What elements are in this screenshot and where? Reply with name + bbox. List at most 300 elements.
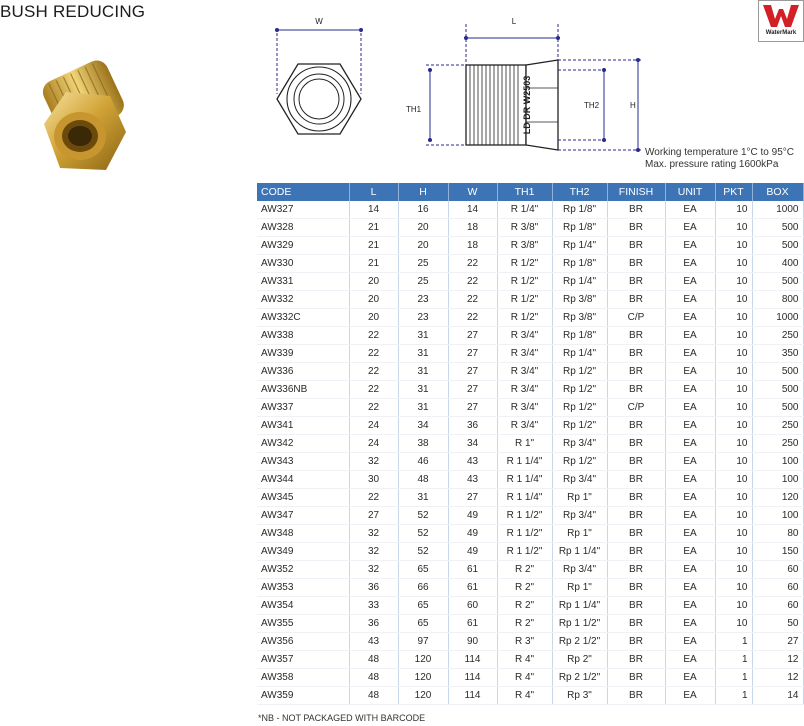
cell-h: 25: [398, 255, 448, 273]
cell-unit: EA: [665, 381, 715, 399]
cell-th1: R 3/4": [497, 399, 552, 417]
cell-h: 65: [398, 561, 448, 579]
cell-unit: EA: [665, 597, 715, 615]
table-row: [257, 687, 803, 705]
cell-code: AW344: [257, 471, 349, 489]
table-row: [257, 381, 803, 399]
column-header-w: W: [448, 183, 497, 201]
cell-th2: Rp 1 1/4": [552, 543, 607, 561]
cell-pkt: 10: [715, 525, 752, 543]
cell-code: AW329: [257, 237, 349, 255]
cell-code: AW359: [257, 687, 349, 705]
table-row: [257, 291, 803, 309]
table-header-row: [257, 183, 803, 201]
cell-pkt: 10: [715, 471, 752, 489]
table-row: [257, 345, 803, 363]
cell-h: 66: [398, 579, 448, 597]
cell-w: 49: [448, 543, 497, 561]
cell-pkt: 1: [715, 687, 752, 705]
cell-w: 18: [448, 219, 497, 237]
footnote: *NB - NOT PACKAGED WITH BARCODE: [258, 713, 426, 723]
cell-code: AW327: [257, 201, 349, 219]
cell-h: 31: [398, 489, 448, 507]
cell-th2: Rp 1/2": [552, 363, 607, 381]
cell-finish: BR: [607, 219, 665, 237]
cell-box: 500: [752, 237, 803, 255]
cell-box: 500: [752, 381, 803, 399]
table-row: [257, 399, 803, 417]
column-header-h: H: [398, 183, 448, 201]
cell-th2: Rp 3/4": [552, 561, 607, 579]
cell-l: 22: [349, 345, 398, 363]
column-header-l: L: [349, 183, 398, 201]
cell-finish: BR: [607, 687, 665, 705]
cell-th2: Rp 1": [552, 579, 607, 597]
cell-finish: BR: [607, 237, 665, 255]
cell-unit: EA: [665, 399, 715, 417]
cell-unit: EA: [665, 417, 715, 435]
cell-unit: EA: [665, 651, 715, 669]
cell-th1: R 3": [497, 633, 552, 651]
cell-th1: R 1/4": [497, 201, 552, 219]
cell-finish: BR: [607, 453, 665, 471]
cell-th2: Rp 1 1/2": [552, 615, 607, 633]
cell-pkt: 10: [715, 291, 752, 309]
cell-finish: C/P: [607, 399, 665, 417]
cell-l: 24: [349, 435, 398, 453]
cell-th1: R 1/2": [497, 273, 552, 291]
cell-box: 350: [752, 345, 803, 363]
cell-h: 38: [398, 435, 448, 453]
cell-l: 43: [349, 633, 398, 651]
cell-pkt: 10: [715, 489, 752, 507]
cell-pkt: 10: [715, 345, 752, 363]
cell-w: 14: [448, 201, 497, 219]
cell-code: AW328: [257, 219, 349, 237]
cell-code: AW357: [257, 651, 349, 669]
cell-pkt: 10: [715, 381, 752, 399]
cell-pkt: 10: [715, 615, 752, 633]
cell-th2: Rp 2 1/2": [552, 669, 607, 687]
table-row: [257, 453, 803, 471]
cell-h: 31: [398, 381, 448, 399]
cell-pkt: 10: [715, 309, 752, 327]
cell-th2: Rp 1/4": [552, 237, 607, 255]
cell-unit: EA: [665, 201, 715, 219]
table-row: [257, 471, 803, 489]
cell-th2: Rp 1/2": [552, 453, 607, 471]
table-row: [257, 363, 803, 381]
cell-finish: BR: [607, 543, 665, 561]
cell-code: AW343: [257, 453, 349, 471]
cell-l: 22: [349, 399, 398, 417]
cell-finish: BR: [607, 291, 665, 309]
cell-th2: Rp 1": [552, 525, 607, 543]
cell-th2: Rp 2": [552, 651, 607, 669]
cell-code: AW358: [257, 669, 349, 687]
cell-l: 30: [349, 471, 398, 489]
cell-finish: BR: [607, 381, 665, 399]
cell-l: 36: [349, 615, 398, 633]
cell-box: 500: [752, 399, 803, 417]
cell-unit: EA: [665, 633, 715, 651]
cell-pkt: 10: [715, 399, 752, 417]
cell-box: 100: [752, 453, 803, 471]
hex-front-view: [277, 64, 361, 134]
cell-l: 21: [349, 255, 398, 273]
cell-h: 16: [398, 201, 448, 219]
cell-unit: EA: [665, 489, 715, 507]
cell-h: 46: [398, 453, 448, 471]
cell-pkt: 10: [715, 273, 752, 291]
table-row: [257, 615, 803, 633]
cell-w: 43: [448, 453, 497, 471]
cell-box: 250: [752, 417, 803, 435]
cell-h: 31: [398, 363, 448, 381]
cell-finish: BR: [607, 327, 665, 345]
cell-pkt: 10: [715, 543, 752, 561]
cell-w: 27: [448, 363, 497, 381]
cell-th1: R 4": [497, 651, 552, 669]
cell-code: AW341: [257, 417, 349, 435]
cell-pkt: 1: [715, 669, 752, 687]
cell-l: 14: [349, 201, 398, 219]
cell-finish: BR: [607, 471, 665, 489]
cell-th2: Rp 3/4": [552, 507, 607, 525]
cell-box: 250: [752, 435, 803, 453]
cell-l: 33: [349, 597, 398, 615]
dimension-drawing: [258, 8, 804, 168]
cell-h: 120: [398, 669, 448, 687]
cell-w: 61: [448, 561, 497, 579]
cell-h: 34: [398, 417, 448, 435]
cell-th1: R 2": [497, 561, 552, 579]
cell-unit: EA: [665, 291, 715, 309]
cell-th1: R 1 1/4": [497, 489, 552, 507]
table-row: [257, 669, 803, 687]
cell-th1: R 3/4": [497, 345, 552, 363]
cell-code: AW345: [257, 489, 349, 507]
cell-w: 27: [448, 345, 497, 363]
cell-pkt: 10: [715, 507, 752, 525]
cell-h: 31: [398, 345, 448, 363]
engraved-marking: LD DR W2503: [522, 75, 532, 135]
cell-th1: R 1": [497, 435, 552, 453]
cell-code: AW342: [257, 435, 349, 453]
cell-box: 1000: [752, 201, 803, 219]
cell-box: 500: [752, 273, 803, 291]
cell-box: 60: [752, 597, 803, 615]
cell-w: 49: [448, 507, 497, 525]
cell-h: 20: [398, 237, 448, 255]
cell-unit: EA: [665, 561, 715, 579]
cell-pkt: 10: [715, 561, 752, 579]
cell-box: 12: [752, 651, 803, 669]
cell-finish: BR: [607, 651, 665, 669]
cell-pkt: 10: [715, 579, 752, 597]
cell-w: 22: [448, 309, 497, 327]
table-row: [257, 255, 803, 273]
cell-box: 1000: [752, 309, 803, 327]
cell-th1: R 3/8": [497, 237, 552, 255]
cell-th1: R 1/2": [497, 291, 552, 309]
table-row: [257, 327, 803, 345]
cell-h: 120: [398, 651, 448, 669]
cell-th1: R 1/2": [497, 255, 552, 273]
cell-pkt: 10: [715, 453, 752, 471]
cell-unit: EA: [665, 507, 715, 525]
cell-box: 27: [752, 633, 803, 651]
side-view: [466, 60, 558, 150]
cell-h: 65: [398, 615, 448, 633]
cell-th1: R 1/2": [497, 309, 552, 327]
cell-code: AW331: [257, 273, 349, 291]
cell-w: 27: [448, 381, 497, 399]
cell-h: 52: [398, 525, 448, 543]
cell-box: 14: [752, 687, 803, 705]
cell-finish: BR: [607, 579, 665, 597]
cell-w: 61: [448, 579, 497, 597]
cell-w: 22: [448, 291, 497, 309]
cell-unit: EA: [665, 345, 715, 363]
cell-th2: Rp 1/2": [552, 417, 607, 435]
cell-l: 48: [349, 687, 398, 705]
dim-label-th1: TH1: [406, 105, 422, 114]
spec-notes: [645, 147, 794, 171]
cell-unit: EA: [665, 327, 715, 345]
cell-w: 27: [448, 489, 497, 507]
product-table: [257, 183, 804, 705]
cell-finish: BR: [607, 435, 665, 453]
cell-w: 22: [448, 273, 497, 291]
cell-code: AW348: [257, 525, 349, 543]
table-row: [257, 597, 803, 615]
dim-label-th2: TH2: [584, 101, 600, 110]
cell-pkt: 10: [715, 435, 752, 453]
table-row: [257, 309, 803, 327]
cell-l: 20: [349, 291, 398, 309]
cell-th1: R 1 1/2": [497, 525, 552, 543]
column-header-th1: TH1: [497, 183, 552, 201]
cell-th1: R 1 1/2": [497, 507, 552, 525]
cell-th2: Rp 3/4": [552, 471, 607, 489]
cell-unit: EA: [665, 471, 715, 489]
table-row: [257, 435, 803, 453]
cell-h: 52: [398, 507, 448, 525]
cell-finish: BR: [607, 417, 665, 435]
cell-box: 400: [752, 255, 803, 273]
cell-finish: BR: [607, 597, 665, 615]
cell-h: 52: [398, 543, 448, 561]
cell-unit: EA: [665, 219, 715, 237]
cell-th2: Rp 1/2": [552, 381, 607, 399]
cell-h: 31: [398, 327, 448, 345]
cell-unit: EA: [665, 273, 715, 291]
cell-th2: Rp 3": [552, 687, 607, 705]
cell-w: 22: [448, 255, 497, 273]
cell-h: 20: [398, 219, 448, 237]
product-photo: [22, 60, 152, 200]
cell-l: 22: [349, 327, 398, 345]
cell-box: 60: [752, 579, 803, 597]
cell-finish: BR: [607, 561, 665, 579]
cell-finish: BR: [607, 669, 665, 687]
cell-code: AW354: [257, 597, 349, 615]
cell-w: 27: [448, 327, 497, 345]
cell-th1: R 2": [497, 579, 552, 597]
cell-th2: Rp 1/8": [552, 327, 607, 345]
cell-unit: EA: [665, 687, 715, 705]
cell-box: 100: [752, 471, 803, 489]
cell-finish: C/P: [607, 309, 665, 327]
cell-th2: Rp 3/4": [552, 435, 607, 453]
table-row: [257, 633, 803, 651]
cell-pkt: 10: [715, 201, 752, 219]
cell-l: 20: [349, 309, 398, 327]
cell-w: 49: [448, 525, 497, 543]
cell-finish: BR: [607, 363, 665, 381]
cell-finish: BR: [607, 633, 665, 651]
cell-th2: Rp 1/4": [552, 273, 607, 291]
working-temperature-note: Working temperature 1°C to 95°C: [645, 147, 794, 158]
column-header-box: BOX: [752, 183, 803, 201]
cell-th1: R 3/8": [497, 219, 552, 237]
cell-box: 500: [752, 363, 803, 381]
cell-code: AW355: [257, 615, 349, 633]
cell-w: 90: [448, 633, 497, 651]
cell-unit: EA: [665, 579, 715, 597]
cell-l: 48: [349, 651, 398, 669]
column-header-pkt: PKT: [715, 183, 752, 201]
cell-finish: BR: [607, 273, 665, 291]
cell-h: 65: [398, 597, 448, 615]
cell-l: 36: [349, 579, 398, 597]
cell-h: 120: [398, 687, 448, 705]
table-row: [257, 219, 803, 237]
cell-pkt: 10: [715, 219, 752, 237]
cell-l: 48: [349, 669, 398, 687]
cell-unit: EA: [665, 615, 715, 633]
cell-box: 100: [752, 507, 803, 525]
column-header-th2: TH2: [552, 183, 607, 201]
cell-th1: R 3/4": [497, 363, 552, 381]
table-row: [257, 507, 803, 525]
cell-th2: Rp 1/8": [552, 255, 607, 273]
cell-th1: R 1 1/4": [497, 471, 552, 489]
cell-th1: R 2": [497, 597, 552, 615]
cell-unit: EA: [665, 669, 715, 687]
column-header-code: CODE: [257, 183, 349, 201]
cell-w: 18: [448, 237, 497, 255]
cell-w: 114: [448, 687, 497, 705]
table-row: [257, 273, 803, 291]
cell-box: 500: [752, 219, 803, 237]
cell-h: 97: [398, 633, 448, 651]
cell-code: AW336: [257, 363, 349, 381]
dim-label-w: W: [315, 17, 323, 26]
cell-box: 150: [752, 543, 803, 561]
cell-th2: Rp 1": [552, 489, 607, 507]
cell-finish: BR: [607, 525, 665, 543]
cell-finish: BR: [607, 201, 665, 219]
cell-code: AW352: [257, 561, 349, 579]
cell-l: 32: [349, 453, 398, 471]
cell-th1: R 3/4": [497, 381, 552, 399]
cell-finish: BR: [607, 615, 665, 633]
cell-pkt: 10: [715, 363, 752, 381]
cell-l: 22: [349, 363, 398, 381]
cell-th1: R 4": [497, 669, 552, 687]
cell-l: 22: [349, 489, 398, 507]
pressure-rating-note: Max. pressure rating 1600kPa: [645, 159, 779, 170]
cell-l: 24: [349, 417, 398, 435]
cell-th1: R 3/4": [497, 327, 552, 345]
cell-code: AW347: [257, 507, 349, 525]
table-row: [257, 489, 803, 507]
cell-unit: EA: [665, 237, 715, 255]
cell-unit: EA: [665, 363, 715, 381]
cell-w: 34: [448, 435, 497, 453]
cell-l: 32: [349, 525, 398, 543]
cell-finish: BR: [607, 507, 665, 525]
dim-label-l: L: [511, 17, 517, 26]
cell-th2: Rp 1 1/4": [552, 597, 607, 615]
cell-box: 250: [752, 327, 803, 345]
cell-w: 114: [448, 651, 497, 669]
cell-th2: Rp 1/4": [552, 345, 607, 363]
cell-w: 61: [448, 615, 497, 633]
cell-code: AW337: [257, 399, 349, 417]
cell-th2: Rp 1/2": [552, 399, 607, 417]
cell-code: AW330: [257, 255, 349, 273]
cell-code: AW349: [257, 543, 349, 561]
cell-pkt: 10: [715, 327, 752, 345]
cell-th1: R 2": [497, 615, 552, 633]
cell-box: 12: [752, 669, 803, 687]
logo-text: WaterMark: [765, 30, 797, 36]
cell-finish: BR: [607, 255, 665, 273]
table-row: [257, 201, 803, 219]
cell-th2: Rp 3/8": [552, 309, 607, 327]
cell-box: 120: [752, 489, 803, 507]
cell-code: AW353: [257, 579, 349, 597]
page-title: BUSH REDUCING: [0, 2, 146, 21]
table-row: [257, 579, 803, 597]
cell-pkt: 10: [715, 255, 752, 273]
table-row: [257, 651, 803, 669]
cell-unit: EA: [665, 525, 715, 543]
cell-h: 23: [398, 309, 448, 327]
cell-th2: Rp 1/8": [552, 219, 607, 237]
cell-th1: R 1 1/2": [497, 543, 552, 561]
cell-l: 27: [349, 507, 398, 525]
cell-l: 32: [349, 543, 398, 561]
cell-box: 80: [752, 525, 803, 543]
cell-th1: R 4": [497, 687, 552, 705]
cell-h: 48: [398, 471, 448, 489]
cell-h: 23: [398, 291, 448, 309]
cell-pkt: 1: [715, 651, 752, 669]
cell-unit: EA: [665, 453, 715, 471]
column-header-finish: FINISH: [607, 183, 665, 201]
cell-finish: BR: [607, 345, 665, 363]
cell-unit: EA: [665, 309, 715, 327]
cell-th2: Rp 3/8": [552, 291, 607, 309]
cell-th2: Rp 2 1/2": [552, 633, 607, 651]
cell-l: 21: [349, 237, 398, 255]
cell-box: 800: [752, 291, 803, 309]
cell-unit: EA: [665, 435, 715, 453]
